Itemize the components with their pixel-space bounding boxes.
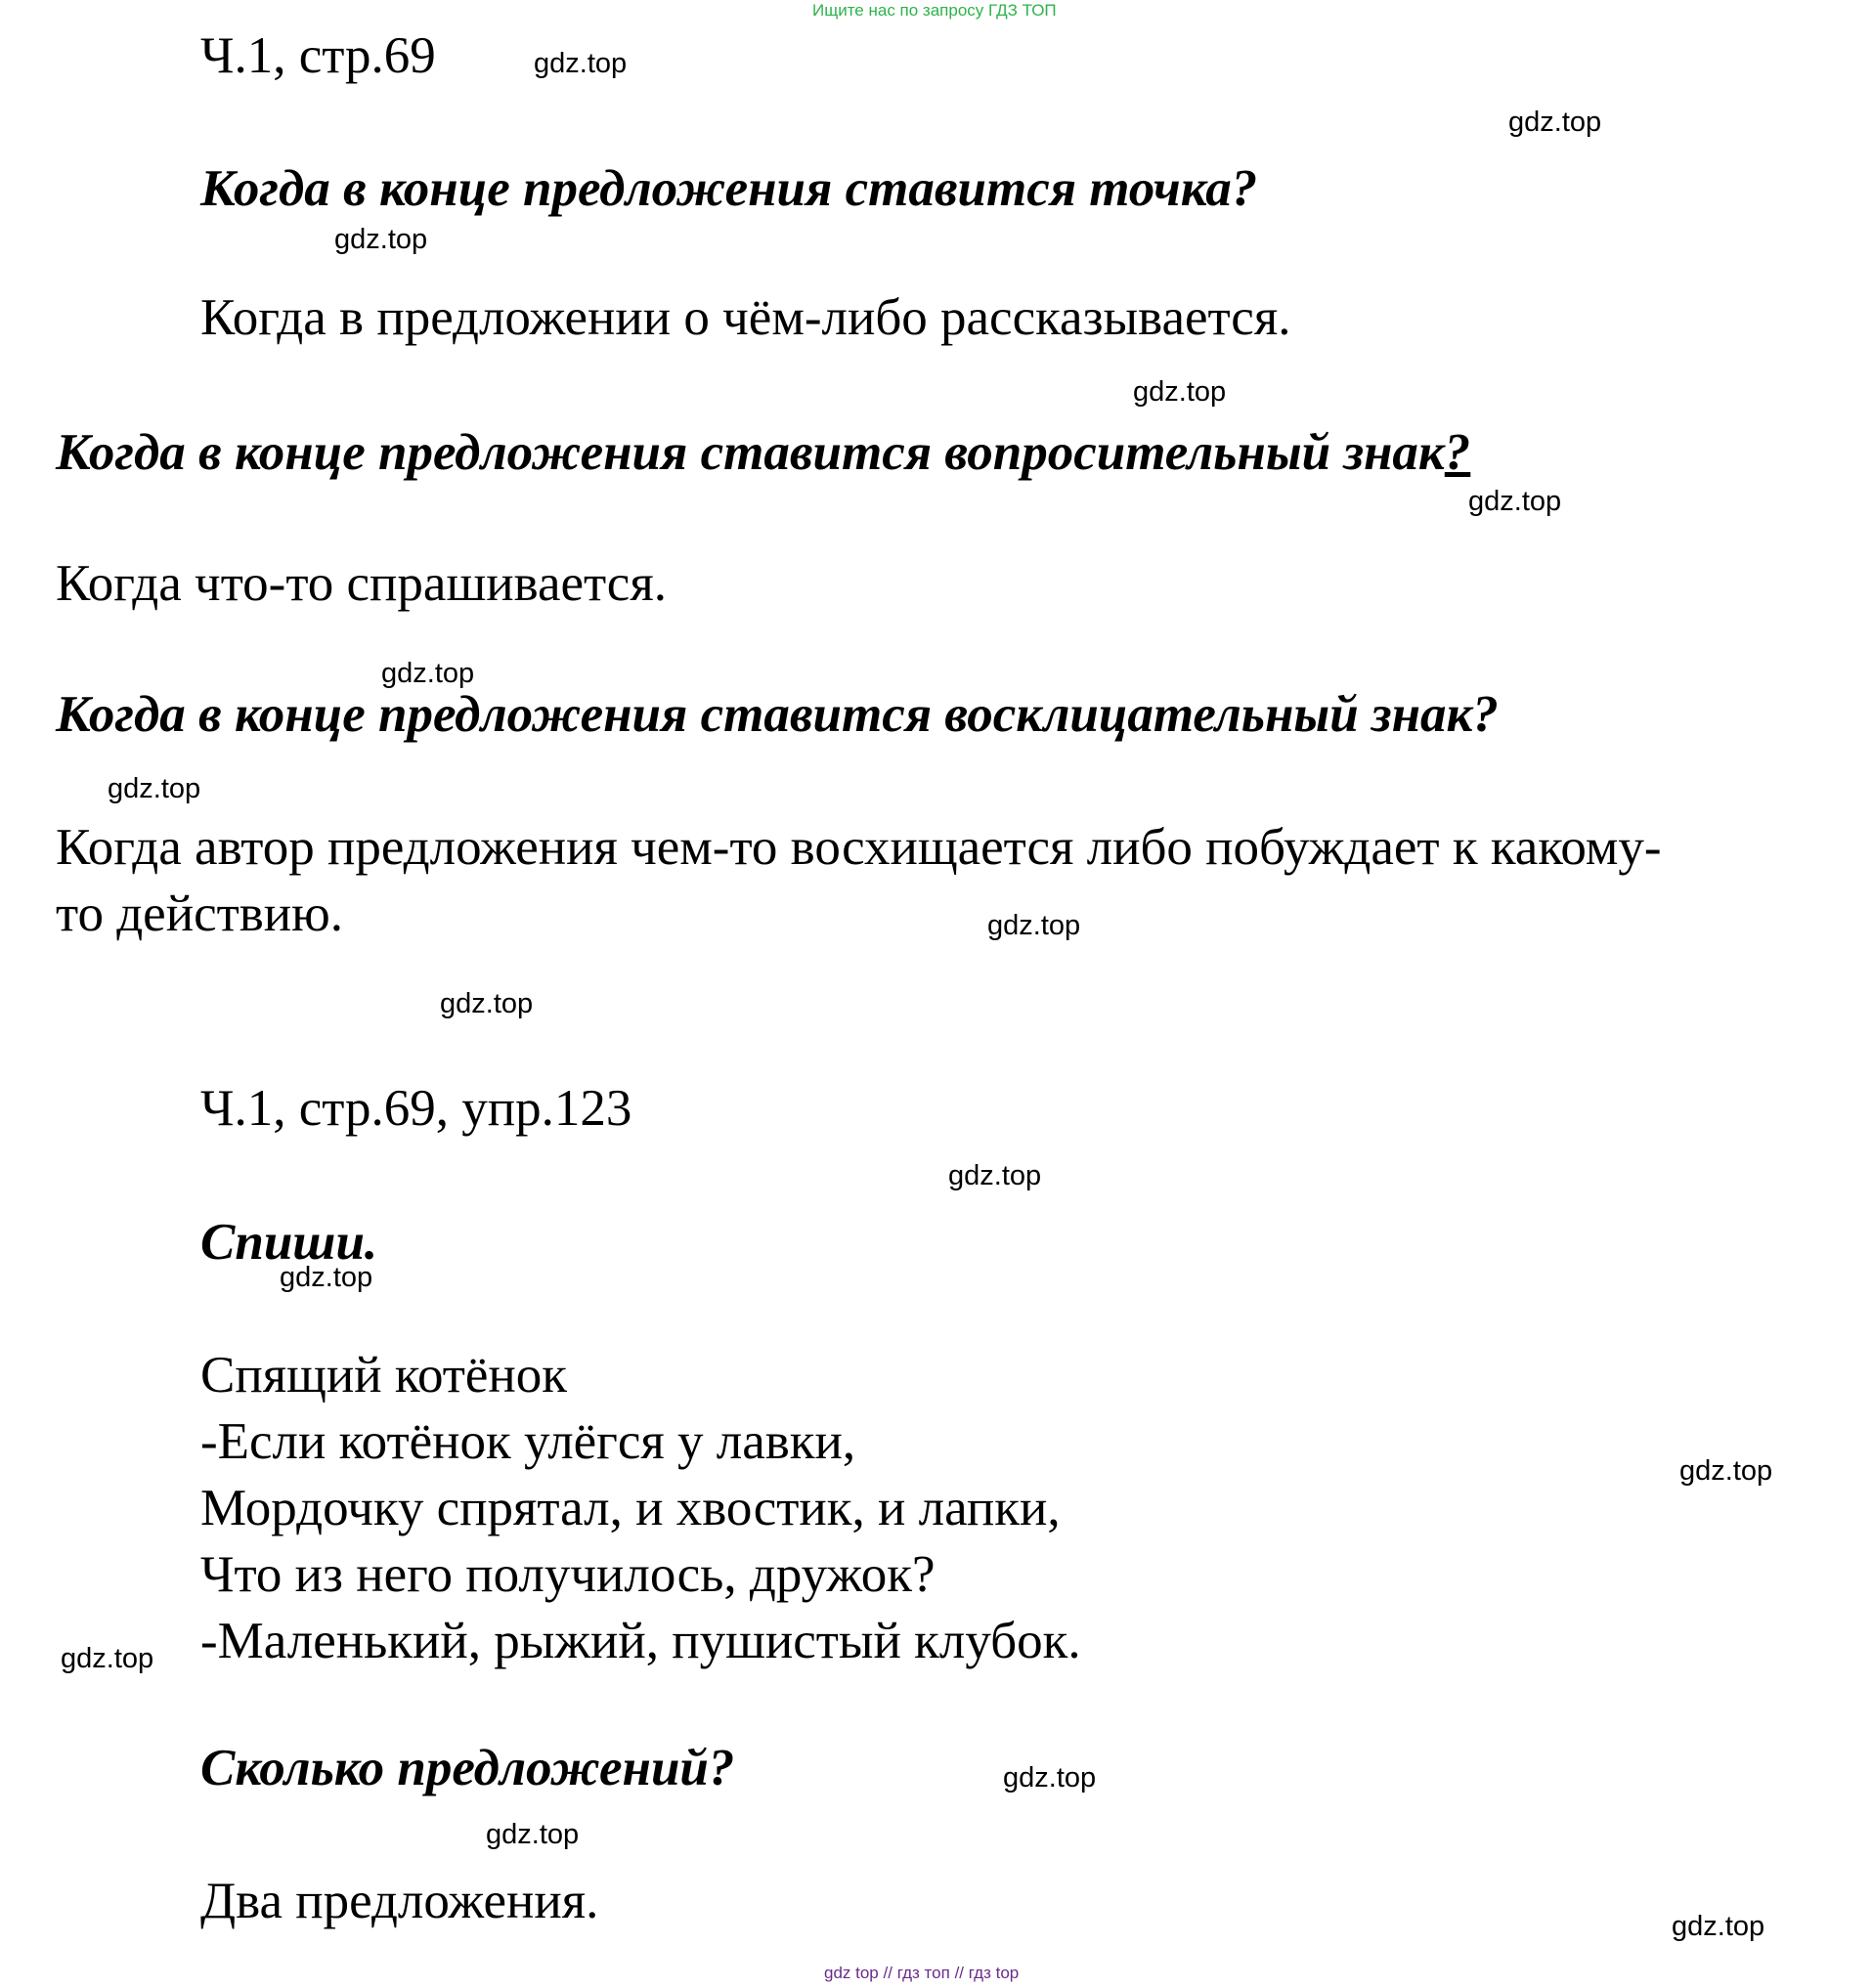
poem-line: Мордочку спрятал, и хвостик, и лапки, bbox=[200, 1480, 1061, 1536]
watermark: gdz.top bbox=[381, 658, 475, 689]
watermark: gdz.top bbox=[486, 1819, 580, 1850]
search-hint-link[interactable]: Ищите нас по запросу ГДЗ ТОП bbox=[812, 1, 1057, 20]
sentence-count-answer: Два предложения. bbox=[200, 1873, 599, 1929]
poem-line: Что из него получилось, дружок? bbox=[200, 1546, 936, 1603]
question-period: Когда в конце предложения ставится точка? bbox=[200, 160, 1258, 217]
watermark: gdz.top bbox=[280, 1262, 373, 1293]
watermark: gdz.top bbox=[1672, 1911, 1765, 1942]
page-reference: Ч.1, стр.69 bbox=[200, 27, 436, 84]
footer-separator: // bbox=[954, 1964, 965, 1982]
watermark: gdz.top bbox=[440, 988, 534, 1019]
exercise-reference: Ч.1, стр.69, упр.123 bbox=[200, 1080, 632, 1137]
question-question-mark-text: Когда в конце предложения ставится вопросительный знак bbox=[56, 424, 1445, 481]
answer-exclamation-line-1: Когда автор предложения чем-то восхищается либо побуждает к какому- bbox=[56, 819, 1662, 876]
answer-exclamation-line-2: то действию. bbox=[56, 886, 343, 942]
watermark: gdz.top bbox=[987, 910, 1081, 941]
footer-link-gdz-top-mixed[interactable]: гдз top bbox=[968, 1964, 1020, 1982]
sentence-count-question: Сколько предложений? bbox=[200, 1740, 735, 1796]
footer-links bbox=[824, 1964, 1019, 1983]
task-instruction: Спиши. bbox=[200, 1214, 378, 1271]
poem-line: -Если котёнок улёгся у лавки, bbox=[200, 1413, 856, 1470]
watermark: gdz.top bbox=[108, 773, 201, 804]
underlined-question-mark: ? bbox=[1444, 424, 1471, 481]
watermark: gdz.top bbox=[948, 1160, 1042, 1191]
poem-line: -Маленький, рыжий, пушистый клубок. bbox=[200, 1613, 1081, 1669]
watermark: gdz.top bbox=[61, 1643, 154, 1674]
question-question-mark bbox=[56, 420, 1470, 485]
answer-question-mark: Когда что-то спрашивается. bbox=[56, 555, 667, 612]
footer-separator: // bbox=[883, 1964, 892, 1982]
watermark: gdz.top bbox=[334, 224, 428, 255]
watermark: gdz.top bbox=[1468, 486, 1562, 517]
watermark: gdz.top bbox=[1133, 376, 1227, 408]
poem-title: Спящий котёнок bbox=[200, 1347, 568, 1404]
watermark: gdz.top bbox=[1003, 1762, 1097, 1794]
question-exclamation-mark: Когда в конце предложения ставится восклицательный знак? bbox=[56, 686, 1499, 743]
footer-link-gdz-top-ru[interactable]: гдз топ bbox=[896, 1964, 950, 1982]
watermark: gdz.top bbox=[1679, 1455, 1773, 1487]
footer-link-gdz-top[interactable]: gdz top bbox=[824, 1964, 879, 1982]
watermark: gdz.top bbox=[534, 48, 628, 79]
answer-period: Когда в предложении о чём-либо рассказывается. bbox=[200, 289, 1291, 346]
watermark: gdz.top bbox=[1508, 107, 1602, 138]
